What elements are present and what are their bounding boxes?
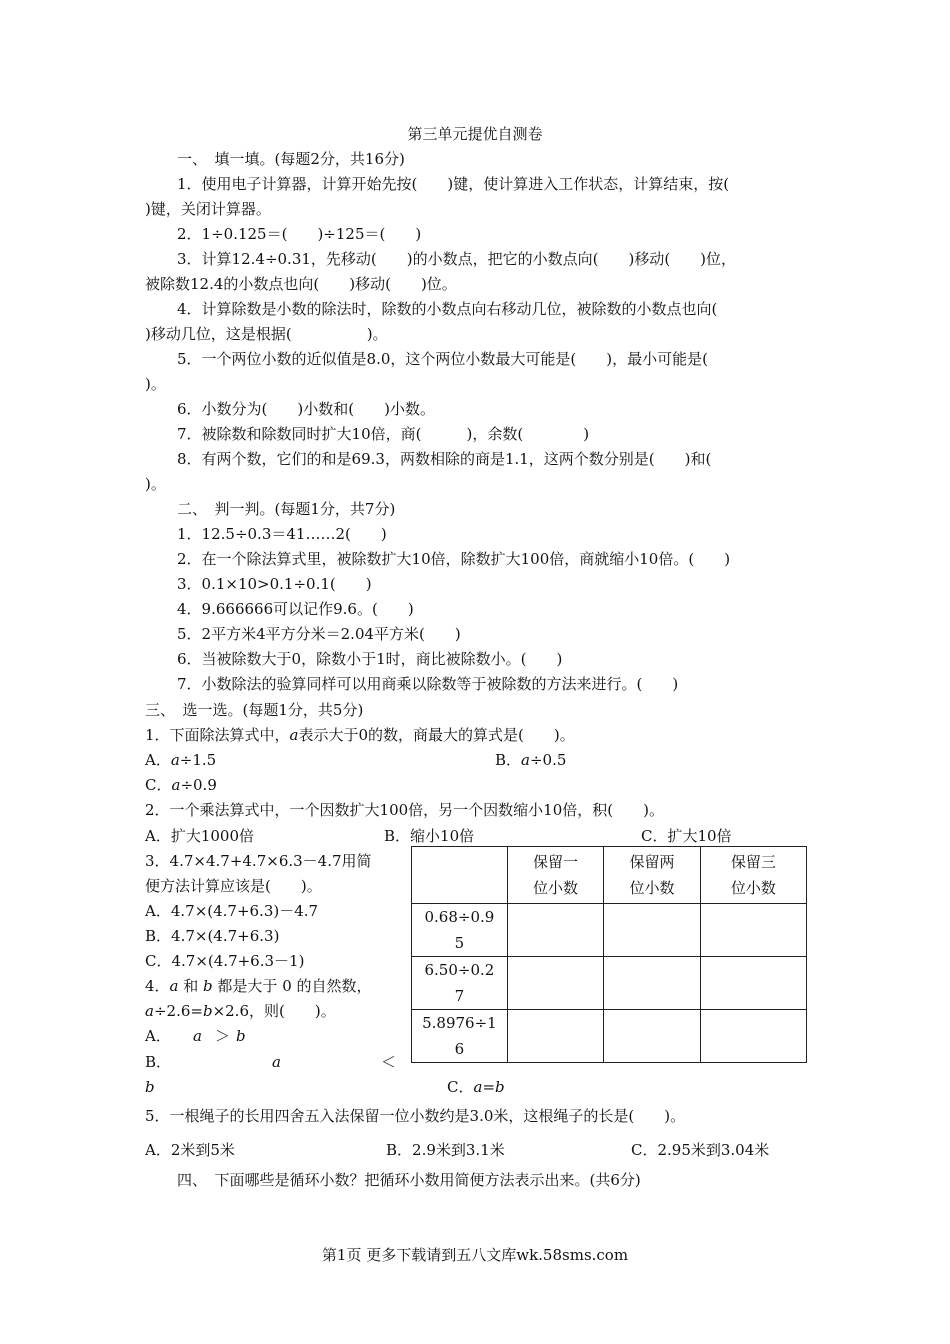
s1-q5-line1: 5．一个两位小数的近似值是8.0，这个两位小数最大可能是( )，最小可能是( [177,350,708,368]
s1-q6: 6．小数分为( )小数和( )小数。 [177,400,435,418]
s3-q1-post: 表示大于0的数，商最大的算式是( )。 [298,726,575,744]
var-a: a [193,1027,202,1045]
var-a: a [170,751,180,769]
section2-heading: 二、 判一判。(每题1分，共7分) [177,500,396,518]
s3-q2-option-a: A．扩大1000倍 [145,827,255,845]
answer-cell[interactable] [507,957,603,1010]
s1-q7: 7．被除数和除数同时扩大10倍，商( )，余数( ) [177,425,590,443]
header-text: 保留三 [730,853,776,871]
expr-text: 7 [454,987,465,1005]
var-a: a [272,1053,281,1071]
s3-q5-option-b: B．2.9米到3.1米 [386,1141,505,1159]
s2-q5: 5．2平方米4平方分米＝2.04平方米( ) [177,625,461,643]
s1-q1-line2: )键，关闭计算器。 [145,200,271,218]
s1-q2: 2．1÷0.125＝( )÷125＝( ) [177,225,422,243]
s2-q6: 6．当被除数大于0，除数小于1时，商比被除数小。( ) [177,650,563,668]
expr-text: 0.68÷0.9 [424,908,495,926]
s3-q1-option-c [145,775,217,795]
s1-q5-line2: )。 [145,375,166,393]
var-a: a [145,1002,154,1020]
var-b: b [203,977,213,995]
s3-q4-option-b-label: B． [145,1053,172,1071]
expr-text: 5 [454,934,465,952]
option-text: ÷0.9 [180,776,217,794]
s1-q8-line2: )。 [145,475,166,493]
expr-text: 6.50÷0.2 [424,961,495,979]
section3-heading: 三、 选一选。(每题1分，共5分) [145,701,364,719]
page-title: 第三单元提优自测卷 [407,125,543,143]
s3-q2-option-b: B．缩小10倍 [384,827,475,845]
row-expression [412,1010,508,1063]
page-footer: 第1页 更多下载请到五八文库wk.58sms.com [321,1246,629,1264]
table-header-cell [700,847,806,904]
answer-cell[interactable] [507,904,603,957]
answer-cell[interactable] [604,957,700,1010]
header-text: 保留一 [533,853,579,871]
s3-q2-option-c: C．扩大10倍 [641,827,732,845]
row-expression [412,957,508,1010]
option-label: A． [145,751,171,769]
s2-q2: 2．在一个除法算式里，被除数扩大10倍，除数扩大100倍，商就缩小10倍。( ) [177,550,731,568]
table-corner-cell [412,847,508,904]
section1-heading: 一、 填一填。(每题2分，共16分) [177,150,405,168]
table-header-cell [507,847,603,904]
header-text: 保留两 [629,853,675,871]
s3-q3-option-a: A．4.7×(4.7+6.3)－4.7 [145,902,319,920]
s3-q4-line1 [145,976,372,996]
s3-q1 [145,725,575,745]
table-row [412,904,807,957]
s1-q3-line2: 被除数12.4的小数点也向( )移动( )位。 [145,275,457,293]
answer-cell[interactable] [700,957,806,1010]
s1-q4-line2: )移动几位，这是根据( )。 [145,325,388,343]
answer-cell[interactable] [700,1010,806,1063]
s1-q1-line1: 1．使用电子计算器，计算开始先按( )键，使计算进入工作状态，计算结束，按( [177,175,730,193]
s2-q4: 4．9.666666可以记作9.6。( ) [177,600,414,618]
expr-text: 6 [454,1040,465,1058]
option-label: C． [145,776,172,794]
header-text: 位小数 [629,879,675,897]
s3-q5-option-c: C．2.95米到3.04米 [631,1141,770,1159]
rounding-table [411,846,807,1063]
var-a: a [169,977,179,995]
section4-heading: 四、 下面哪些是循环小数？把循环小数用简便方法表示出来。(共6分) [177,1171,641,1189]
answer-cell[interactable] [604,904,700,957]
gt-sign: ＞ [215,1027,231,1045]
option-label: B． [495,751,522,769]
table-header-cell [604,847,700,904]
s3-q1-option-b [495,750,566,770]
q4-text: ×2.6，则( )。 [212,1002,336,1020]
s3-q2: 2．一个乘法算式中，一个因数扩大100倍，另一个因数缩小10倍，积( )。 [145,801,664,819]
s3-q3-option-b: B．4.7×(4.7+6.3) [145,927,280,945]
s3-q5: 5．一根绳子的长用四舍五入法保留一位小数约是3.0米，这根绳子的长是( )。 [145,1107,686,1125]
s3-q1-pre: 1．下面除法算式中， [145,726,290,744]
s2-q3: 3．0.1×10>0.1÷0.1( ) [177,575,372,593]
header-text: 位小数 [533,879,579,897]
table-row [412,1010,807,1063]
table-header-row [412,847,807,904]
option-text: ÷0.5 [529,751,567,769]
var-b: b [236,1027,246,1045]
s1-q4-line1: 4．计算除数是小数的除法时，除数的小数点向右移动几位，被除数的小数点也向( [177,300,718,318]
header-text: 位小数 [730,879,776,897]
s3-q3-option-c: C．4.7×(4.7+6.3－1) [145,952,305,970]
var-b: b [202,1002,213,1020]
var-a: a [473,1078,483,1096]
row-expression [412,904,508,957]
table-row [412,957,807,1010]
option-label: C． [447,1078,474,1096]
s3-q5-option-a: A．2米到5米 [145,1141,235,1159]
s3-q4-option-a [145,1026,171,1046]
eq-sign: = [482,1078,496,1096]
s3-q3-line1: 3．4.7×4.7+4.7×6.3－4.7用简 [145,852,372,870]
q4-text: 和 [178,977,204,995]
s2-q7: 7．小数除法的验算同样可以用商乘以除数等于被除数的方法来进行。( ) [177,675,679,693]
expr-text: 5.8976÷1 [422,1014,497,1032]
s3-q4-line2 [145,1001,336,1021]
s3-q4-option-c [447,1077,505,1097]
s1-q8-line1: 8．有两个数，它们的和是69.3，两数相除的商是1.1，这两个数分别是( )和( [177,450,712,468]
s3-q3-line2: 便方法计算应该是( )。 [145,877,322,895]
var-b: b [495,1078,505,1096]
s3-q1-option-a [145,750,216,770]
answer-cell[interactable] [700,904,806,957]
var-a: a [289,726,299,744]
answer-cell[interactable] [604,1010,700,1063]
answer-cell[interactable] [507,1010,603,1063]
option-label: A． [145,1027,171,1045]
s2-q1: 1．12.5÷0.3＝41……2( ) [177,525,387,543]
option-text: ÷1.5 [179,751,217,769]
s1-q3-line1: 3．计算12.4÷0.31，先移动( )的小数点，把它的小数点向( )移动( )位， [177,250,737,268]
lt-sign: ＜ [381,1053,397,1071]
q4-number: 4． [145,977,170,995]
q4-text: ÷2.6= [153,1002,203,1020]
var-a: a [171,776,181,794]
var-a: a [521,751,530,769]
q4-text: 都是大于 0 的自然数， [212,977,372,995]
var-b: b [145,1078,155,1096]
